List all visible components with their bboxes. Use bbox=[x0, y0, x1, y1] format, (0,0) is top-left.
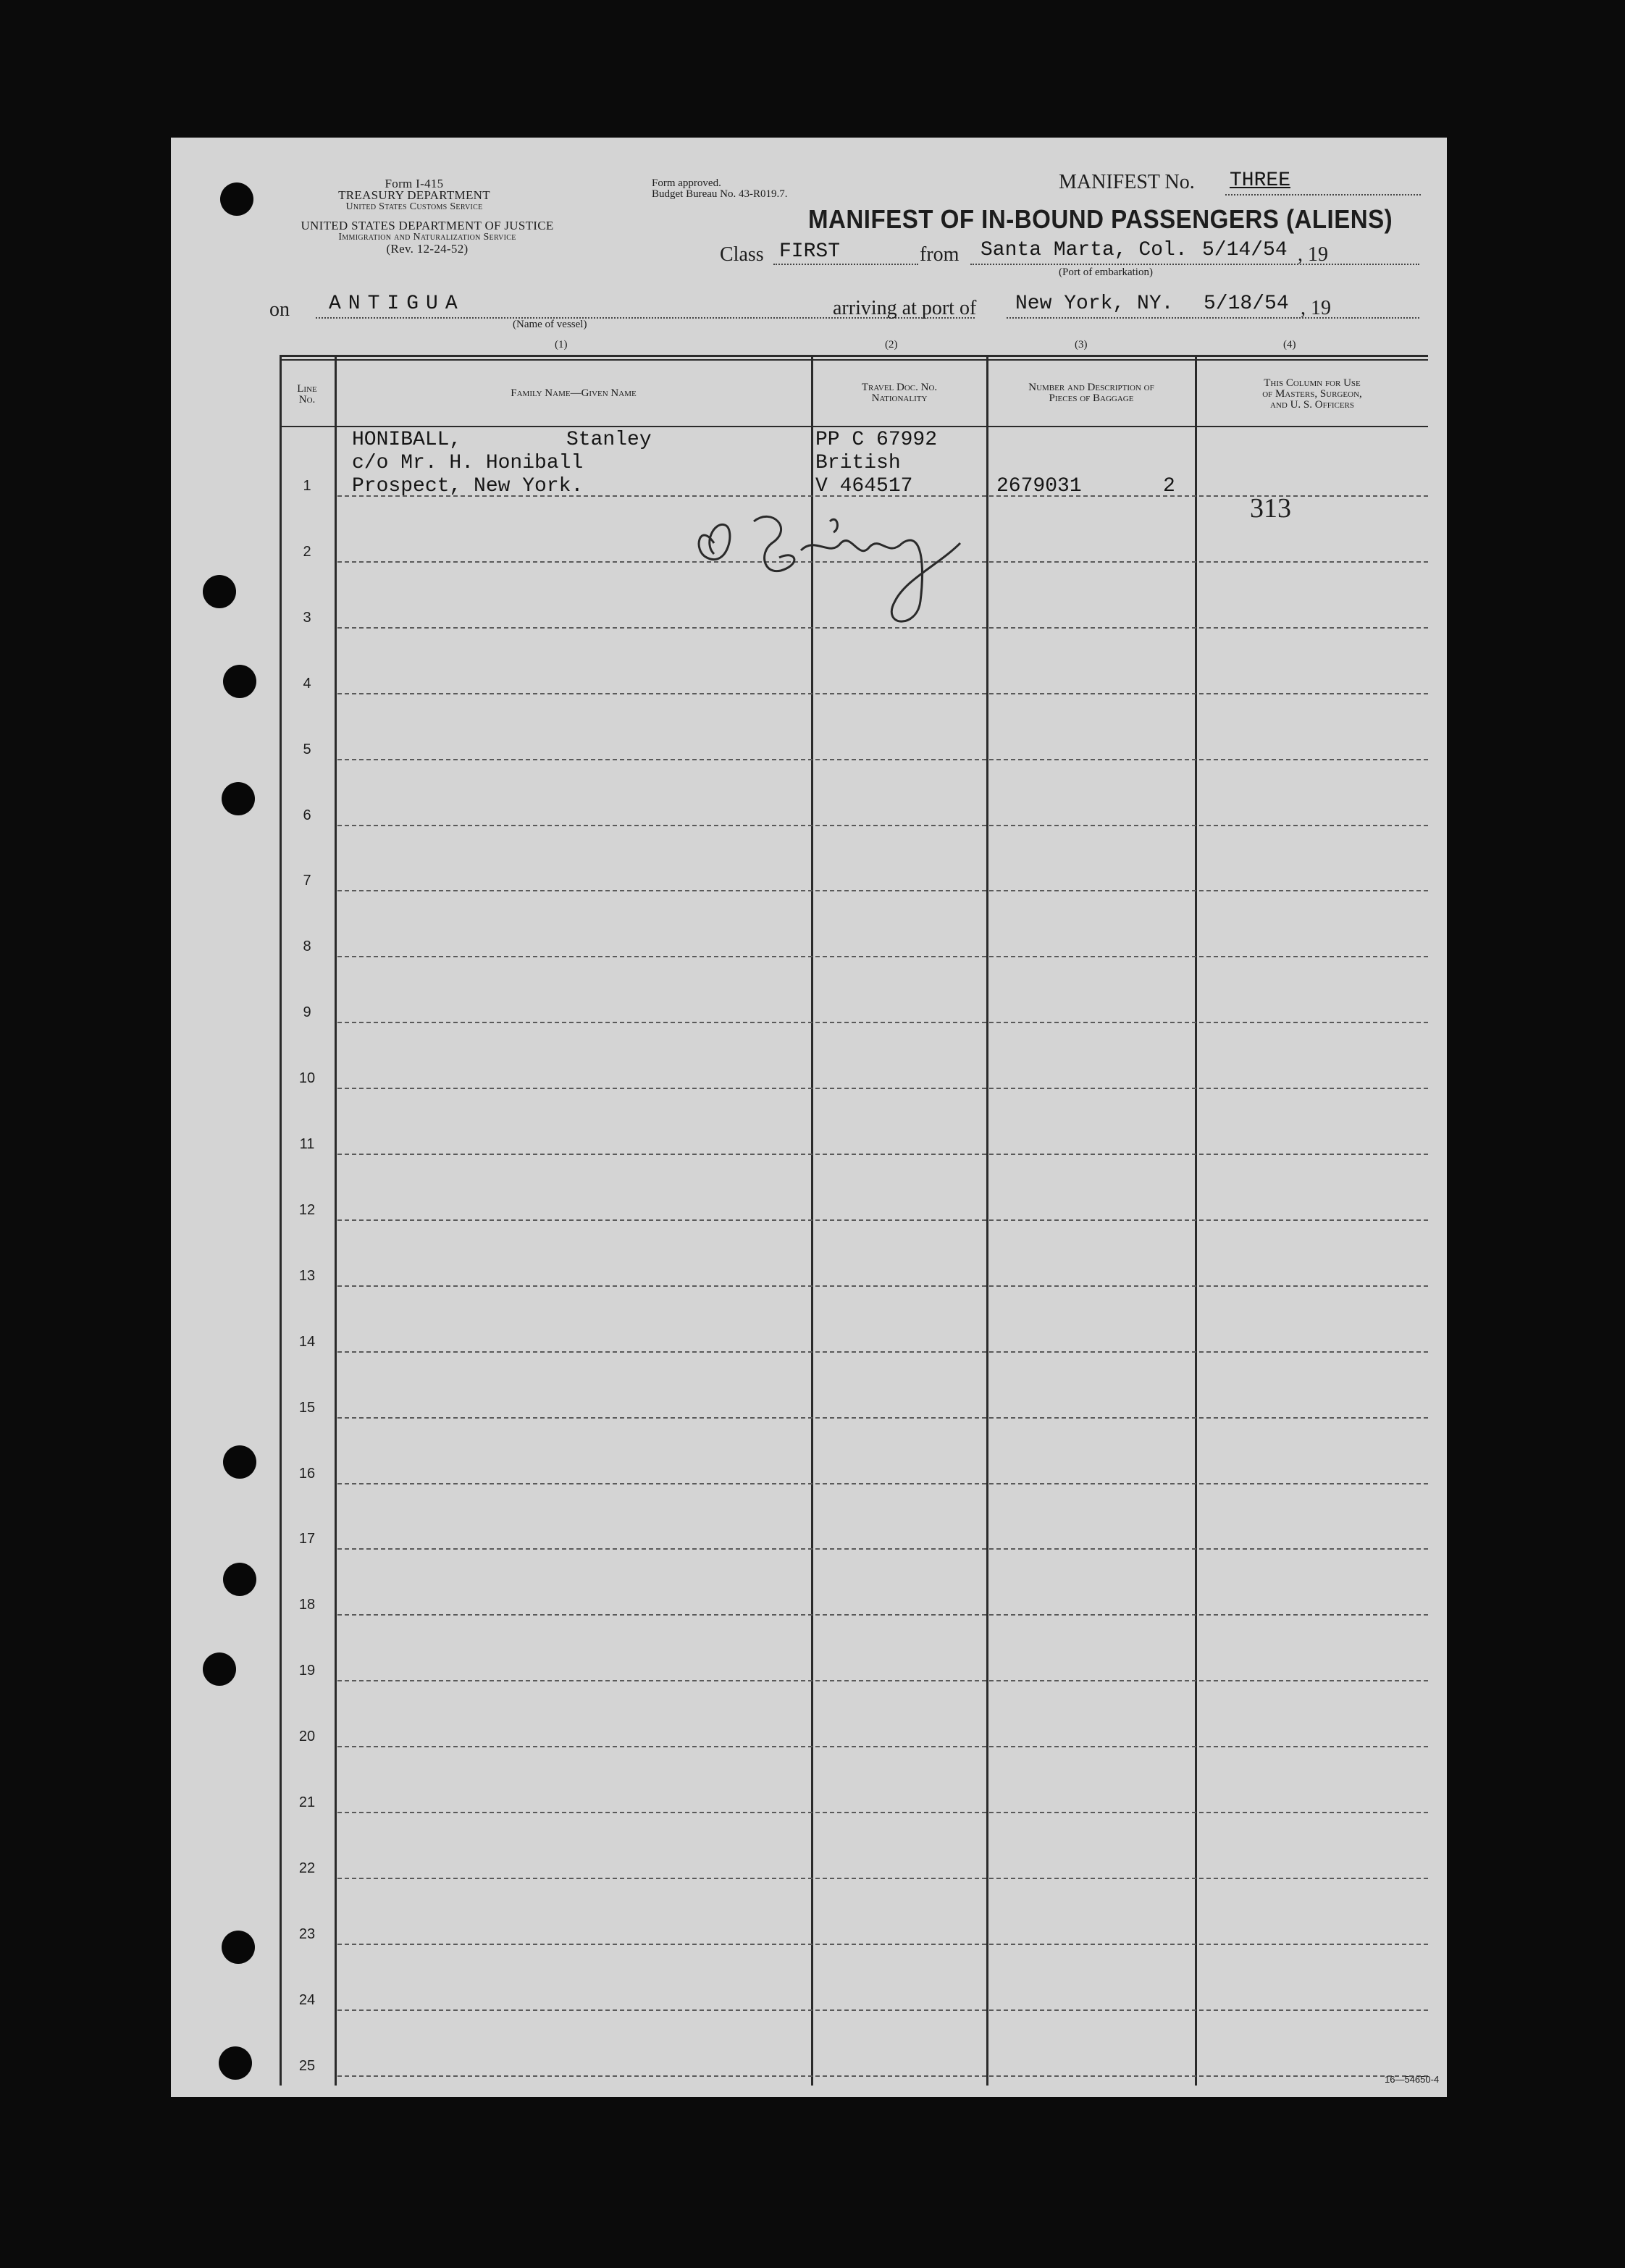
line-number: 4 bbox=[303, 675, 311, 692]
binder-hole bbox=[222, 1931, 255, 1964]
line-number: 17 bbox=[298, 1531, 316, 1547]
table-row-rule bbox=[337, 1417, 1428, 1419]
header-baggage bbox=[989, 382, 1193, 404]
table-row-rule bbox=[337, 1878, 1428, 1879]
table-row-rule bbox=[337, 1285, 1428, 1287]
embarkation-date: 5/14/54 bbox=[1202, 239, 1288, 261]
arrival-port: New York, NY. bbox=[1015, 293, 1174, 315]
table-row-rule bbox=[337, 693, 1428, 694]
handwritten-signature bbox=[685, 500, 1033, 644]
class-line bbox=[773, 264, 918, 265]
table-row-rule bbox=[337, 1351, 1428, 1353]
entry-baggage-number: 2679031 bbox=[996, 475, 1082, 497]
header-name: Family Name—Given Name bbox=[511, 387, 637, 399]
binder-hole bbox=[219, 2046, 252, 2080]
header-officers bbox=[1198, 378, 1427, 411]
manifest-no-line bbox=[1225, 194, 1421, 196]
from-label: from bbox=[920, 243, 960, 266]
table-row-rule bbox=[337, 1680, 1428, 1681]
table-row-rule bbox=[337, 890, 1428, 891]
line-number: 5 bbox=[303, 741, 311, 757]
line-number: 7 bbox=[303, 873, 311, 889]
header-line-no-1: Line bbox=[297, 383, 317, 395]
header-baggage-2: Pieces of Baggage bbox=[1049, 392, 1134, 404]
table-row-rule bbox=[337, 1088, 1428, 1089]
line-number: 21 bbox=[298, 1794, 316, 1810]
table-row-rule bbox=[337, 1219, 1428, 1221]
header-rule bbox=[280, 426, 1428, 427]
column-number-3: (3) bbox=[1075, 339, 1088, 350]
header-officers-3: and U. S. Officers bbox=[1270, 399, 1354, 411]
column-number-2: (2) bbox=[885, 339, 898, 350]
binder-hole bbox=[203, 575, 236, 608]
table-row-rule bbox=[337, 1944, 1428, 1945]
line-number: 15 bbox=[298, 1399, 316, 1416]
form-print-code: 16—54650-4 bbox=[1385, 2074, 1440, 2085]
line-number: 14 bbox=[298, 1333, 316, 1350]
table-row-rule bbox=[337, 1812, 1428, 1813]
header-officers-2: of Masters, Surgeon, bbox=[1262, 388, 1362, 400]
on-label: on bbox=[269, 298, 290, 321]
vessel-note: (Name of vessel) bbox=[513, 319, 587, 330]
table-top-rule-2 bbox=[280, 359, 1428, 361]
table-row-rule bbox=[337, 956, 1428, 957]
table-row-rule bbox=[337, 1746, 1428, 1747]
binder-hole bbox=[223, 1445, 256, 1479]
agency-header bbox=[298, 178, 530, 213]
entry-visa: V 464517 bbox=[815, 475, 913, 497]
revision-date: (Rev. 12-24-52) bbox=[386, 242, 469, 256]
entry-address-2: Prospect, New York. bbox=[352, 475, 584, 497]
line-number: 22 bbox=[298, 1860, 316, 1876]
column-number-1: (1) bbox=[555, 339, 568, 350]
manifest-no-label: MANIFEST No. bbox=[1059, 171, 1195, 193]
arrival-date: 5/18/54 bbox=[1204, 293, 1289, 315]
entry-baggage-pieces: 2 bbox=[1163, 475, 1175, 497]
line-number: 18 bbox=[298, 1597, 316, 1613]
binder-hole bbox=[220, 182, 253, 216]
year-label-2: , 19 bbox=[1301, 297, 1331, 319]
header-travel-doc-1: Travel Doc. No. bbox=[861, 382, 938, 393]
line-number: 25 bbox=[298, 2057, 316, 2074]
line-number: 3 bbox=[303, 609, 311, 626]
table-top-rule bbox=[280, 355, 1428, 357]
line-number: 8 bbox=[303, 938, 311, 955]
table-row-rule bbox=[337, 1614, 1428, 1616]
table-row-rule bbox=[337, 825, 1428, 826]
entry-nationality: British bbox=[815, 452, 901, 474]
column-number-4: (4) bbox=[1283, 339, 1296, 350]
header-baggage-1: Number and Description of bbox=[1028, 382, 1154, 393]
customs-service: United States Customs Service bbox=[345, 201, 483, 212]
entry-given-name: Stanley bbox=[566, 429, 652, 451]
header-line-no-2: No. bbox=[298, 394, 316, 406]
manifest-page bbox=[171, 138, 1447, 2097]
table-row-rule bbox=[337, 1022, 1428, 1023]
from-line bbox=[970, 264, 1419, 265]
line-number: 13 bbox=[298, 1267, 316, 1284]
line-number: 24 bbox=[298, 1991, 316, 2008]
form-approved: Form approved. bbox=[652, 177, 721, 189]
table-row-rule bbox=[337, 1548, 1428, 1550]
arriving-label: arriving at port of bbox=[833, 297, 977, 319]
line-number: 9 bbox=[303, 1004, 311, 1021]
table-left-border bbox=[280, 355, 282, 2086]
binder-hole bbox=[223, 1563, 256, 1596]
line-number: 12 bbox=[298, 1201, 316, 1218]
line-number: 2 bbox=[303, 543, 311, 560]
arrival-line bbox=[1007, 317, 1419, 319]
page-title: MANIFEST OF IN-BOUND PASSENGERS (ALIENS) bbox=[808, 204, 1393, 234]
binder-hole bbox=[203, 1652, 236, 1686]
table-row-rule bbox=[337, 1154, 1428, 1155]
line-number: 6 bbox=[303, 807, 311, 823]
class-label: Class bbox=[720, 243, 764, 266]
table-row-rule bbox=[337, 2009, 1428, 2011]
justice-dept: UNITED STATES DEPARTMENT OF JUSTICE bbox=[301, 219, 554, 232]
line-number: 19 bbox=[298, 1663, 316, 1679]
table-row-rule bbox=[337, 1483, 1428, 1484]
line-number: 11 bbox=[299, 1136, 315, 1152]
header-travel-doc bbox=[814, 382, 985, 404]
line-number: 23 bbox=[298, 1925, 316, 1942]
port-note: (Port of embarkation) bbox=[1059, 266, 1153, 278]
line-number: 20 bbox=[298, 1729, 316, 1745]
form-number: Form I-415 bbox=[385, 177, 444, 190]
entry-family-name: HONIBALL, bbox=[352, 429, 462, 451]
header-line-no bbox=[281, 384, 333, 406]
line-number: 16 bbox=[298, 1465, 316, 1482]
justice-header bbox=[268, 220, 587, 255]
binder-hole bbox=[222, 782, 255, 815]
line-number: 1 bbox=[303, 478, 311, 494]
table-row-rule bbox=[337, 759, 1428, 760]
year-label: , 19 bbox=[1298, 243, 1328, 266]
budget-bureau: Budget Bureau No. 43-R019.7. bbox=[652, 188, 788, 200]
binder-hole bbox=[223, 665, 256, 698]
vessel-name: ANTIGUA bbox=[329, 293, 465, 315]
treasury-dept: TREASURY DEPARTMENT bbox=[338, 188, 490, 202]
table-row-rule bbox=[337, 2075, 1428, 2077]
header-officers-1: This Column for Use bbox=[1264, 377, 1361, 389]
officer-mark: 313 bbox=[1250, 493, 1291, 524]
manifest-no-value: THREE bbox=[1230, 169, 1291, 192]
line-col-border bbox=[335, 355, 337, 2086]
embarkation-port: Santa Marta, Col. bbox=[981, 239, 1188, 261]
entry-address-1: c/o Mr. H. Honiball bbox=[352, 452, 584, 474]
ins-service: Immigration and Naturalization Service bbox=[338, 232, 516, 243]
approval-block bbox=[652, 178, 787, 200]
header-travel-doc-2: Nationality bbox=[871, 392, 928, 404]
class-value: FIRST bbox=[779, 240, 841, 263]
entry-passport: PP C 67992 bbox=[815, 429, 938, 451]
line-number: 10 bbox=[298, 1070, 316, 1087]
